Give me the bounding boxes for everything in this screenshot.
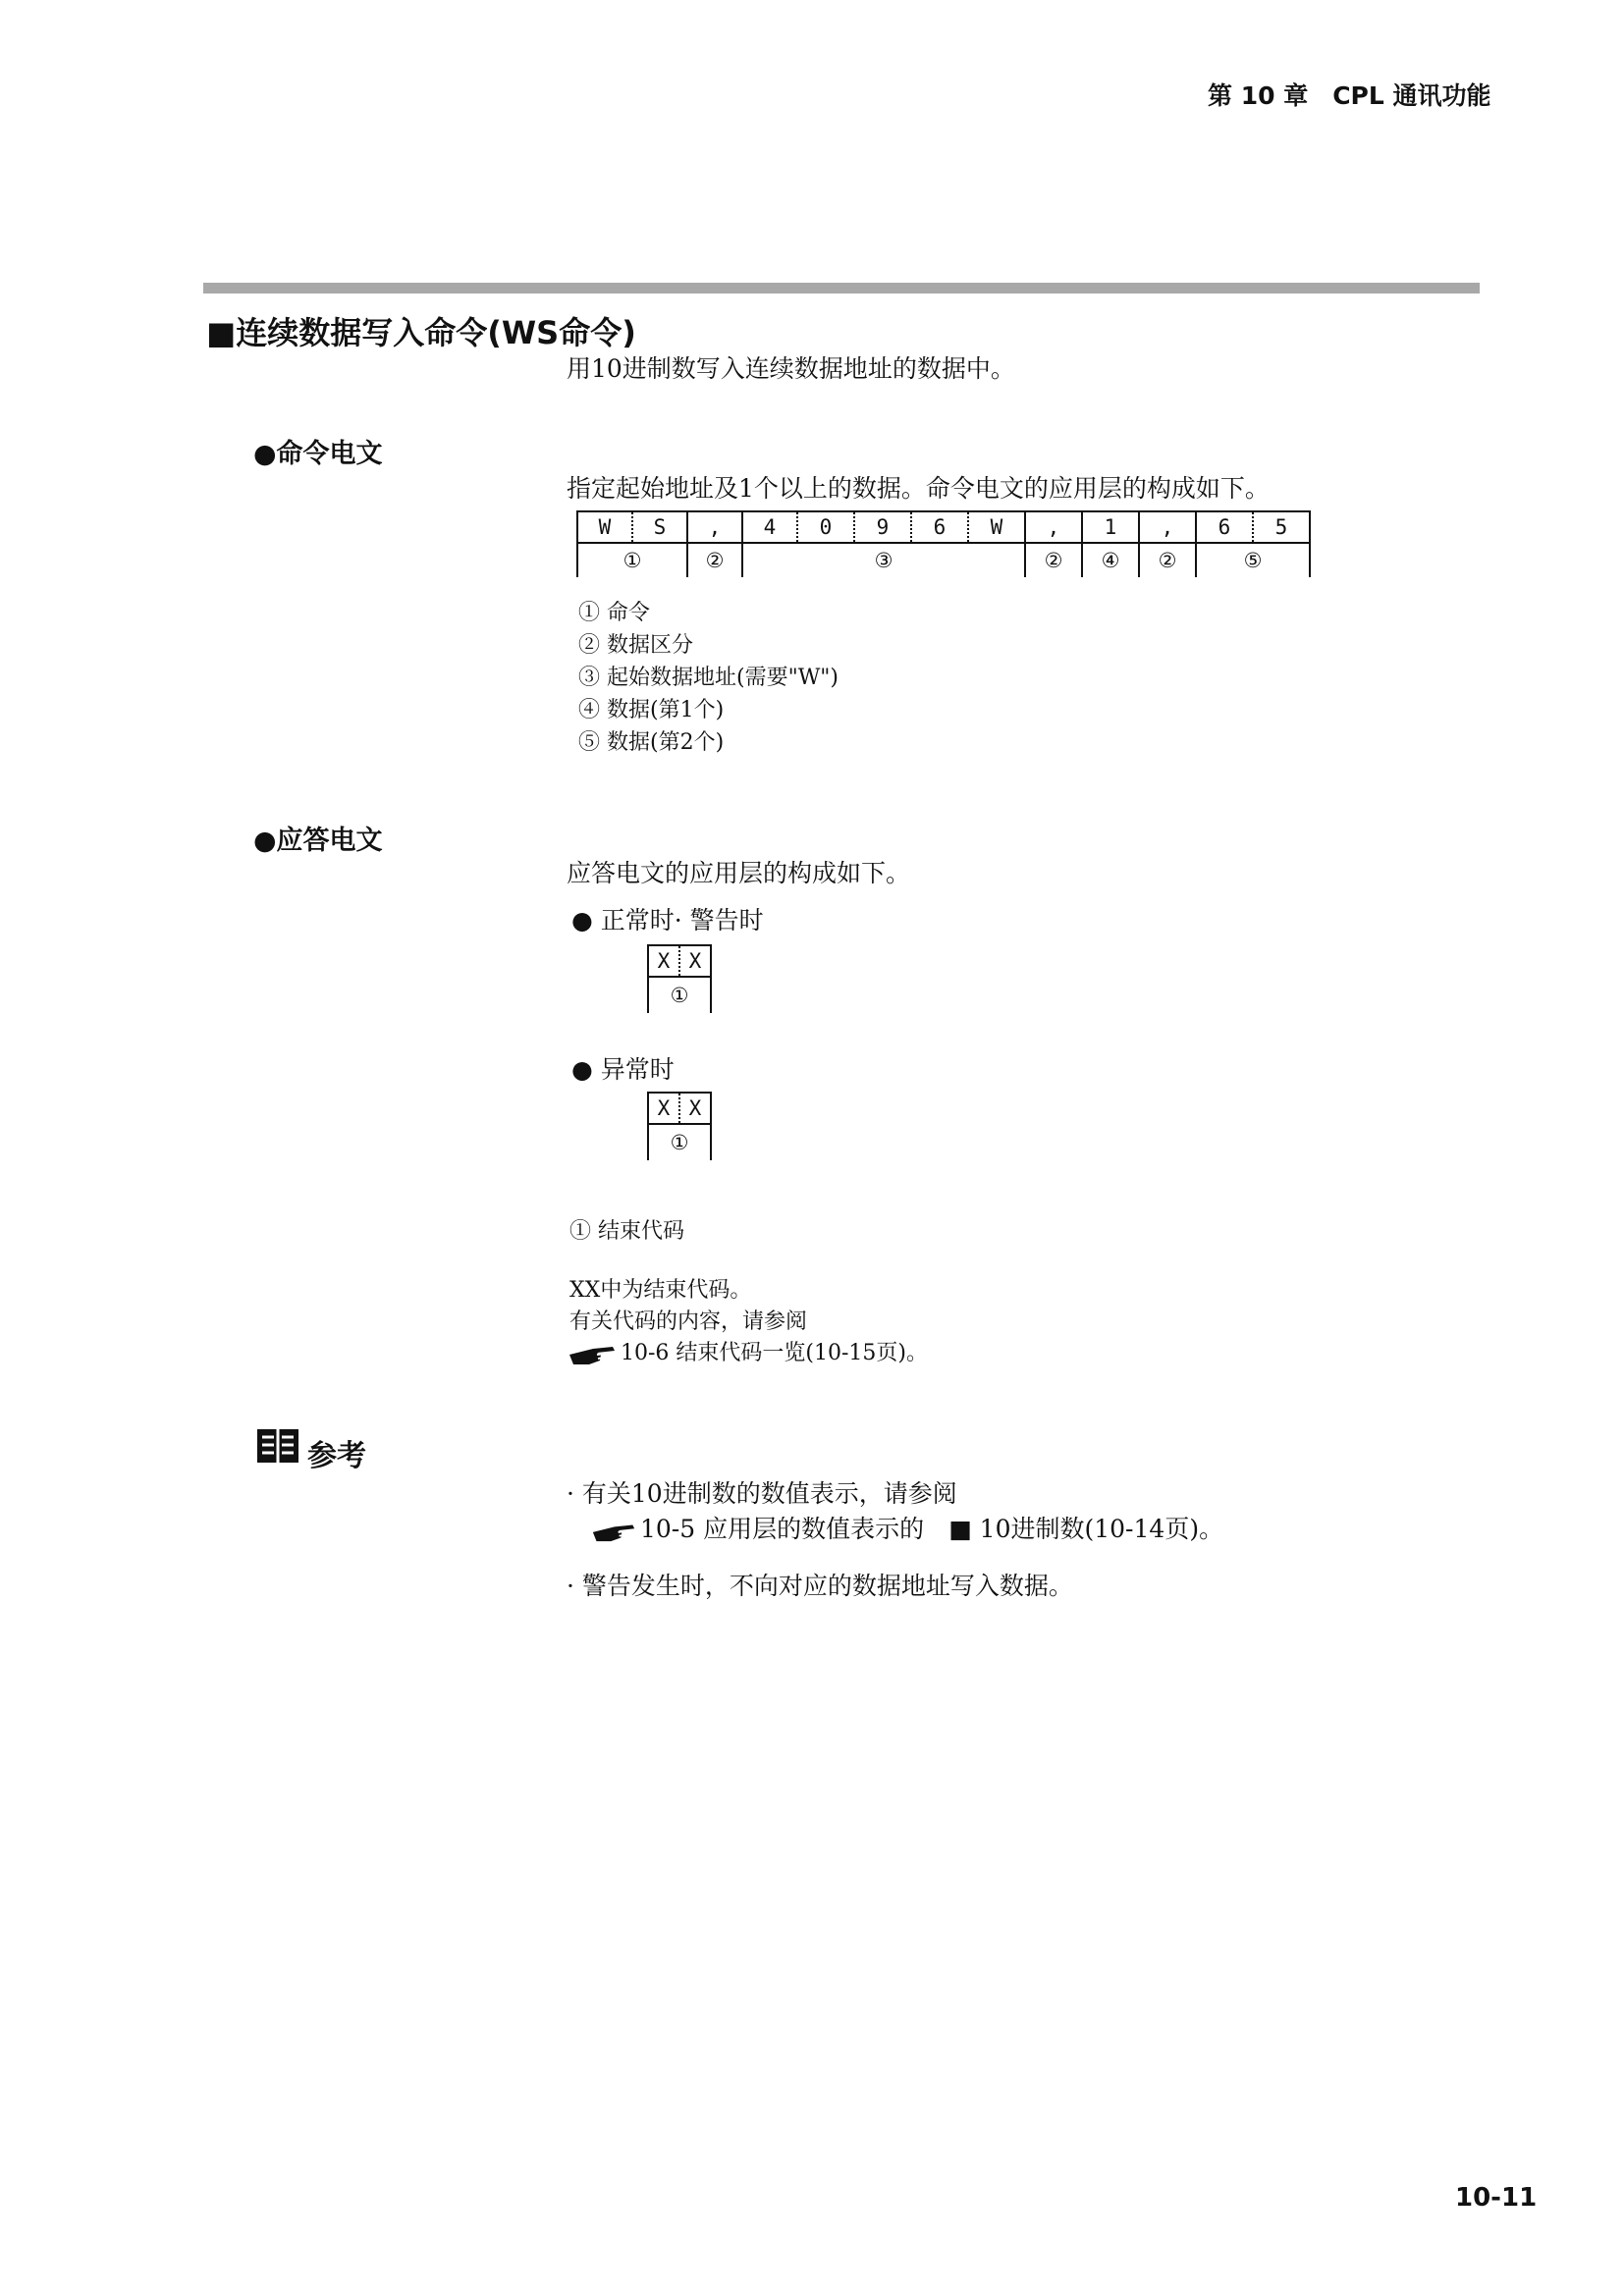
response-heading: ●应答电文 [253, 826, 383, 856]
frame-char: , [687, 511, 742, 543]
pointing-hand-icon [568, 1341, 617, 1366]
error-case-label: ● 异常时 [571, 1055, 675, 1084]
frame-char: X [679, 1093, 711, 1124]
section-divider [203, 283, 1480, 294]
response-normal-frame [647, 944, 712, 1013]
command-frame-diagram [576, 510, 1311, 577]
command-legend [578, 597, 839, 759]
frame-field-number: ③ [742, 543, 1025, 577]
frame-char: W [577, 511, 632, 543]
book-icon [256, 1427, 299, 1465]
response-legend: ① 结束代码 [569, 1219, 684, 1244]
legend-item: ⑤ 数据(第2个) [578, 730, 725, 755]
frame-char: 9 [854, 511, 911, 543]
frame-char: , [1139, 511, 1196, 543]
frame-char: 4 [742, 511, 797, 543]
frame-char: 0 [797, 511, 854, 543]
legend-item: ④ 数据(第1个) [578, 698, 725, 722]
frame-char: 1 [1082, 511, 1139, 543]
command-description: 指定起始地址及1个以上的数据。命令电文的应用层的构成如下。 [567, 474, 1270, 503]
reference-link[interactable] [591, 1510, 1223, 1545]
page-number: 10-11 [1455, 2183, 1538, 2213]
frame-field-number: ② [1139, 543, 1196, 577]
frame-field-number: ① [577, 543, 687, 577]
frame-field-number: ⑤ [1196, 543, 1310, 577]
chapter-header: 第 10 章 CPL 通讯功能 [1208, 81, 1491, 110]
frame-char: 5 [1253, 511, 1310, 543]
legend-item: ③ 起始数据地址(需要"W") [578, 666, 839, 690]
frame-char: 6 [1196, 511, 1253, 543]
response-note: 有关代码的内容，请参阅 [569, 1309, 808, 1334]
frame-char: W [968, 511, 1025, 543]
response-note: XX中为结束代码。 [569, 1278, 752, 1303]
frame-field-number: ② [687, 543, 742, 577]
frame-char: 6 [911, 511, 968, 543]
frame-char: X [648, 1093, 679, 1124]
frame-field-number: ② [1025, 543, 1082, 577]
section-intro: 用10进制数写入连续数据地址的数据中。 [567, 354, 1015, 383]
frame-char: X [648, 945, 679, 977]
reference-heading: 参考 [307, 1439, 366, 1473]
normal-case-label: ● 正常时· 警告时 [571, 906, 764, 934]
reference-item: · 警告发生时，不向对应的数据地址写入数据。 [567, 1572, 1073, 1600]
reference-text: 10-5 应用层的数值表示的 ■ 10进制数(10-14页)。 [640, 1515, 1224, 1543]
response-reference-link[interactable] [568, 1337, 928, 1369]
pointing-hand-icon [591, 1520, 636, 1543]
frame-char: S [632, 511, 687, 543]
legend-item: ② 数据区分 [578, 633, 693, 658]
frame-char: X [679, 945, 711, 977]
command-heading: ●命令电文 [253, 439, 383, 469]
response-description: 应答电文的应用层的构成如下。 [567, 859, 911, 887]
reference-item: · 有关10进制数的数值表示，请参阅 [567, 1479, 957, 1508]
legend-item: ① 命令 [578, 601, 650, 625]
section-title: ■连续数据写入命令(WS命令) [206, 314, 636, 351]
frame-field-number: ① [648, 977, 711, 1013]
frame-field-number: ④ [1082, 543, 1139, 577]
frame-char: , [1025, 511, 1082, 543]
response-error-frame [647, 1092, 712, 1160]
reference-text: 10-6 结束代码一览(10-15页)。 [621, 1341, 929, 1365]
frame-field-number: ① [648, 1124, 711, 1160]
